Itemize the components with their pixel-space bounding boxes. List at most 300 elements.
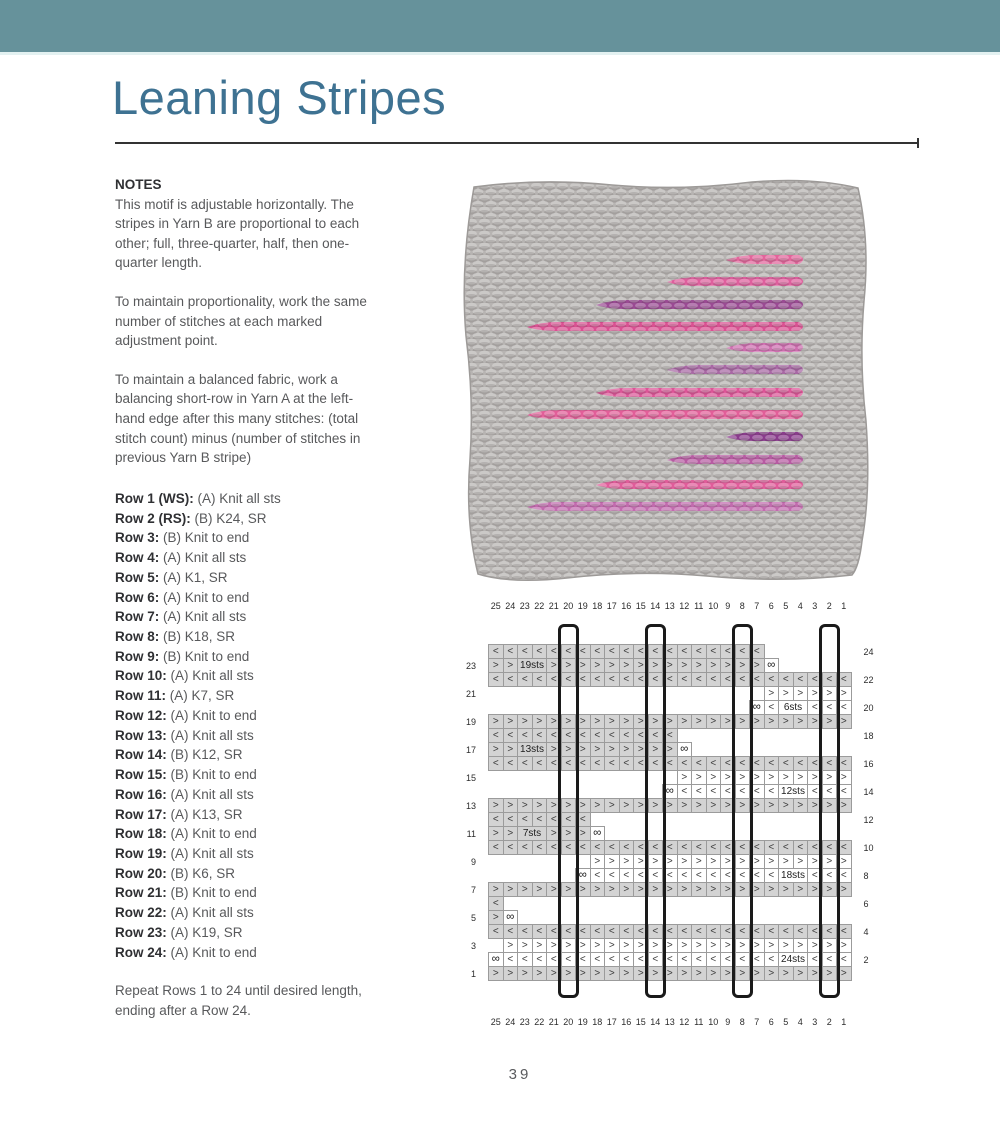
chart-column-number-top: 21 [548,601,559,611]
chart-cell: < [619,868,635,883]
chart-cell: > [561,826,577,841]
chart-cell: < [590,924,606,939]
pattern-row: Row 1 (WS): (A) Knit all sts [115,491,281,506]
chart-cell: > [793,686,809,701]
chart-cell: > [793,966,809,981]
chart-cell: > [517,882,533,897]
chart-cell: < [575,756,591,771]
adjustment-marker [732,624,753,998]
chart-cell: > [677,938,693,953]
chart-cell: < [633,756,649,771]
chart-cell: < [706,952,722,967]
chart-cell: > [706,770,722,785]
chart-cell: < [822,700,838,715]
chart-cell: < [648,924,664,939]
chart-cell: < [822,952,838,967]
chart-turn-cell: ∞ [764,658,780,673]
chart-column-number-bottom: 13 [664,1017,675,1027]
chart-cell: > [677,770,693,785]
pattern-row: Row 5: (A) K1, SR [115,569,228,585]
chart-cell: > [778,938,794,953]
chart-cell: > [706,882,722,897]
chart-cell: < [619,756,635,771]
chart-cell: > [778,686,794,701]
chart-cell: < [575,672,591,687]
chart-row-number-left: 3 [470,941,476,951]
chart-cell: < [764,700,780,715]
chart-cell: > [546,798,562,813]
chart-cell: < [546,840,562,855]
chart-cell: < [532,924,548,939]
chart-cell: > [575,714,591,729]
chart-cell: > [706,714,722,729]
pattern-row: Row 23: (A) K19, SR [115,924,243,940]
chart-cell: > [619,854,635,869]
chart-row-number-left: 11 [466,829,476,839]
chart-cell: > [778,714,794,729]
chart-cell: < [648,728,664,743]
chart-cell: > [604,742,620,757]
chart-cell: > [488,910,504,925]
chart-column-number-top: 24 [505,601,516,611]
chart-cell: < [822,784,838,799]
chart-cell: < [662,756,678,771]
chart-cell: > [488,658,504,673]
chart-cell: > [488,742,504,757]
pattern-row: Row 4: (A) Knit all sts [115,550,247,566]
chart-cell: > [604,798,620,813]
chart-cell: > [735,714,751,729]
chart-cell: < [532,812,548,827]
chart-cell: < [517,924,533,939]
chart-cell: > [633,658,649,673]
chart-cell: > [764,770,780,785]
chart-cell: > [517,966,533,981]
chart-cell: < [532,756,548,771]
chart-cell: > [691,658,707,673]
chart-cell: < [691,784,707,799]
chart-stitch-count-label: 13sts [517,742,547,757]
chart-cell: > [546,826,562,841]
chart-cell: > [604,658,620,673]
chart-cell: > [793,882,809,897]
chart-cell: < [619,672,635,687]
chart-column-number-top: 8 [739,601,745,611]
chart-cell: > [749,882,765,897]
chart-column-number-top: 11 [694,601,704,611]
chart-cell: < [561,728,577,743]
chart-column-number-top: 19 [577,601,588,611]
chart-cell: < [706,868,722,883]
title-rule-tick [917,138,919,148]
swatch-fabric [464,180,868,580]
chart-cell: < [561,812,577,827]
chart-row-number-right: 10 [863,843,874,853]
chart-cell: > [517,938,533,953]
chart-cell: < [619,840,635,855]
chart-cell: > [648,854,664,869]
chart-column-number-bottom: 2 [826,1017,832,1027]
chart-cell: < [575,840,591,855]
chart-cell: > [749,798,765,813]
chart-cell: < [561,756,577,771]
chart-cell: < [735,952,751,967]
chart-cell: > [807,686,823,701]
chart-cell: < [590,840,606,855]
chart-cell: < [532,840,548,855]
chart-cell: < [735,924,751,939]
chart-cell: > [488,798,504,813]
chart-cell: < [590,644,606,659]
chart-cell: < [633,840,649,855]
chart-cell: > [604,938,620,953]
chart-cell: > [764,798,780,813]
header-bar [0,0,1000,55]
chart-cell: > [749,854,765,869]
chart-cell: > [662,714,678,729]
chart-cell: < [517,644,533,659]
chart-cell: > [706,798,722,813]
chart-cell: < [720,952,736,967]
chart-cell: > [503,966,519,981]
chart-row-number-left: 7 [470,885,476,895]
chart-row-number-right: 8 [863,871,869,881]
chart-column-number-top: 10 [708,601,719,611]
chart-stitch-count-label: 18sts [778,868,808,883]
chart-cell: < [807,672,823,687]
chart-column-number-bottom: 5 [783,1017,789,1027]
chart-cell: > [764,882,780,897]
chart-cell: < [648,840,664,855]
chart-cell: < [633,672,649,687]
chart-cell: < [764,952,780,967]
chart-cell: < [546,952,562,967]
chart-cell: < [735,644,751,659]
chart-cell: < [749,868,765,883]
chart-cell: > [677,714,693,729]
chart-cell: > [764,686,780,701]
chart-cell: < [749,756,765,771]
chart-cell: < [749,784,765,799]
chart-cell: < [720,868,736,883]
chart-cell: > [575,966,591,981]
chart-cell: > [836,770,852,785]
chart-cell: < [662,952,678,967]
chart-cell: < [546,812,562,827]
chart-cell: > [590,714,606,729]
chart-column-number-bottom: 7 [754,1017,760,1027]
chart-cell: < [604,672,620,687]
chart-row-number-right: 6 [863,899,869,909]
chart-cell: < [691,952,707,967]
chart-turn-cell: ∞ [503,910,519,925]
chart-cell: > [488,826,504,841]
chart-cell: > [749,714,765,729]
chart-cell: > [749,658,765,673]
adjustment-marker [645,624,666,998]
chart-column-number-top: 3 [812,601,818,611]
chart-cell: > [619,742,635,757]
chart-cell: > [575,882,591,897]
chart-row-number-right: 14 [863,787,874,797]
chart-column-number-bottom: 15 [635,1017,646,1027]
chart-cell: < [648,952,664,967]
pattern-row: Row 2 (RS): (B) K24, SR [115,510,267,526]
chart-column-number-bottom: 25 [490,1017,501,1027]
chart-cell: < [575,728,591,743]
chart-column-number-bottom: 10 [708,1017,719,1027]
chart-cell: > [619,714,635,729]
chart-turn-cell: ∞ [488,952,504,967]
chart-cell: > [633,938,649,953]
pattern-row: Row 21: (B) Knit to end [115,885,257,901]
chart-cell: > [822,770,838,785]
chart-cell: < [517,728,533,743]
chart-row-number-left: 9 [470,857,476,867]
chart-row-number-right: 18 [863,731,874,741]
chart-cell: > [822,882,838,897]
chart-stitch-count-label: 7sts [517,826,547,841]
chart-row-number-right: 20 [863,703,874,713]
chart-cell: < [677,756,693,771]
adjustment-marker [558,624,579,998]
chart-cell: < [836,840,852,855]
chart-cell: < [662,868,678,883]
chart-row-number-left: 15 [465,773,476,783]
chart-cell: > [503,826,519,841]
chart-cell: < [807,924,823,939]
chart-cell: > [561,882,577,897]
chart-cell: > [662,882,678,897]
chart-cell: > [619,966,635,981]
chart-cell: > [619,798,635,813]
pattern-row: Row 8: (B) K18, SR [115,629,236,645]
pattern-row: Row 11: (A) K7, SR [115,688,235,704]
chart-cell: < [720,672,736,687]
chart-cell: < [807,700,823,715]
chart-cell: > [546,742,562,757]
chart-cell: > [764,938,780,953]
chart-column-number-bottom: 20 [563,1017,574,1027]
chart-cell: < [778,672,794,687]
pattern-row: Row 22: (A) Knit all sts [115,905,254,921]
chart-cell: > [532,938,548,953]
chart-cell: < [532,644,548,659]
chart-cell: < [590,672,606,687]
chart-cell: < [836,868,852,883]
chart-cell: < [648,756,664,771]
chart-cell: < [764,840,780,855]
chart-cell: < [749,924,765,939]
chart-cell: > [706,854,722,869]
chart-cell: > [590,854,606,869]
chart-row-number-right: 16 [863,759,874,769]
chart-cell: < [546,672,562,687]
pattern-row: Row 16: (A) Knit all sts [115,786,254,802]
chart-cell: < [604,868,620,883]
chart-cell: > [793,770,809,785]
chart-column-number-top: 7 [754,601,760,611]
chart-cell: > [778,770,794,785]
chart-cell: > [488,714,504,729]
chart-cell: < [807,952,823,967]
chart-cell: > [546,714,562,729]
chart-cell: < [778,840,794,855]
knitting-chart [465,601,874,1027]
chart-cell: > [720,938,736,953]
chart-cell: > [749,938,765,953]
chart-cell: > [691,854,707,869]
chart-cell: < [517,840,533,855]
chart-cell: < [735,840,751,855]
chart-cell: > [691,966,707,981]
chart-cell: < [720,840,736,855]
chart-cell: > [662,742,678,757]
chart-stitch-count-label: 19sts [517,658,547,673]
chart-cell: > [735,882,751,897]
chart-cell: > [604,966,620,981]
chart-cell: > [764,854,780,869]
chart-cell: > [836,798,852,813]
chart-column-number-top: 6 [768,601,774,611]
chart-cell: < [807,868,823,883]
chart-cell: < [488,812,504,827]
chart-cell: > [590,658,606,673]
chart-column-number-bottom: 6 [768,1017,774,1027]
chart-cell: < [793,756,809,771]
chart-cell: < [793,672,809,687]
chart-cell: > [532,882,548,897]
chart-cell: > [691,938,707,953]
chart-cell: < [517,672,533,687]
chart-cell: < [764,868,780,883]
chart-cell: > [793,714,809,729]
chart-column-number-bottom: 18 [592,1017,603,1027]
chart-stitch-count-label: 6sts [778,700,808,715]
chart-row-number-right: 24 [863,647,874,657]
chart-row-number-left: 1 [470,969,476,979]
chart-cell: > [822,966,838,981]
chart-column-number-top: 15 [635,601,646,611]
chart-cell: < [604,840,620,855]
chart-cell: > [807,798,823,813]
pattern-row: Row 18: (A) Knit to end [115,826,257,842]
chart-cell: < [749,672,765,687]
pattern-row: Row 17: (A) K13, SR [115,806,243,822]
chart-cell: < [633,728,649,743]
chart-cell: > [720,966,736,981]
chart-cell: < [749,952,765,967]
chart-column-number-bottom: 8 [739,1017,745,1027]
chart-cell: < [677,868,693,883]
chart-cell: > [546,658,562,673]
chart-cell: < [503,924,519,939]
chart-cell: < [633,644,649,659]
pattern-row: Row 7: (A) Knit all sts [115,609,247,625]
chart-cell: > [633,714,649,729]
page-title: Leaning Stripes [112,71,447,124]
chart-row-number-left: 21 [465,689,476,699]
chart-cell: > [778,854,794,869]
chart-cell: > [677,882,693,897]
chart-column-number-top: 14 [650,601,661,611]
chart-cell: < [822,924,838,939]
chart-column-number-bottom: 21 [548,1017,559,1027]
chart-cell: < [546,644,562,659]
swatch-photo [452,171,884,589]
chart-cell: > [807,938,823,953]
chart-row-number-left: 5 [470,913,476,923]
chart-cell: < [648,672,664,687]
chart-cell: < [488,756,504,771]
chart-column-number-bottom: 1 [841,1017,847,1027]
chart-cell: < [836,700,852,715]
chart-column-number-top: 13 [664,601,675,611]
chart-cell: > [836,686,852,701]
chart-cell: < [735,672,751,687]
chart-cell: < [735,868,751,883]
chart-row-number-right: 2 [863,955,869,965]
chart-cell: < [488,644,504,659]
chart-cell: < [691,756,707,771]
chart-column-number-bottom: 4 [797,1017,803,1027]
chart-cell: < [503,644,519,659]
notes-paragraphs [115,195,377,468]
chart-cell: < [590,756,606,771]
chart-cell: > [735,854,751,869]
chart-cell: > [517,798,533,813]
chart-row-number-left: 19 [465,717,476,727]
chart-cell: > [633,966,649,981]
chart-cell: < [691,672,707,687]
chart-cell: < [720,644,736,659]
chart-cell: < [604,756,620,771]
chart-cell: < [503,952,519,967]
chart-cell: > [720,882,736,897]
chart-cell: > [648,966,664,981]
chart-cell: < [706,672,722,687]
chart-cell: > [604,882,620,897]
chart-cell: < [662,924,678,939]
chart-cell: > [619,882,635,897]
chart-cell: > [561,938,577,953]
chart-cell: > [546,938,562,953]
chart-cell: < [822,840,838,855]
chart-turn-cell: ∞ [590,826,606,841]
chart-cell: < [517,952,533,967]
chart-cell: > [822,798,838,813]
chart-cell: > [561,966,577,981]
chart-column-number-top: 18 [592,601,603,611]
chart-cell: < [619,728,635,743]
chart-cell: < [677,672,693,687]
chart-cell: < [619,644,635,659]
notes-section [115,175,377,468]
chart-cell: > [488,882,504,897]
chart-cell: < [836,756,852,771]
chart-cell: > [749,770,765,785]
chart-cell: > [706,966,722,981]
chart-cell: < [720,756,736,771]
chart-cell: > [633,798,649,813]
chart-cell: < [764,672,780,687]
chart-cell: > [546,882,562,897]
chart-cell: > [720,658,736,673]
chart-cell: > [822,854,838,869]
chart-cell: > [706,938,722,953]
chart-cell: < [807,784,823,799]
chart-column-number-bottom: 16 [621,1017,632,1027]
